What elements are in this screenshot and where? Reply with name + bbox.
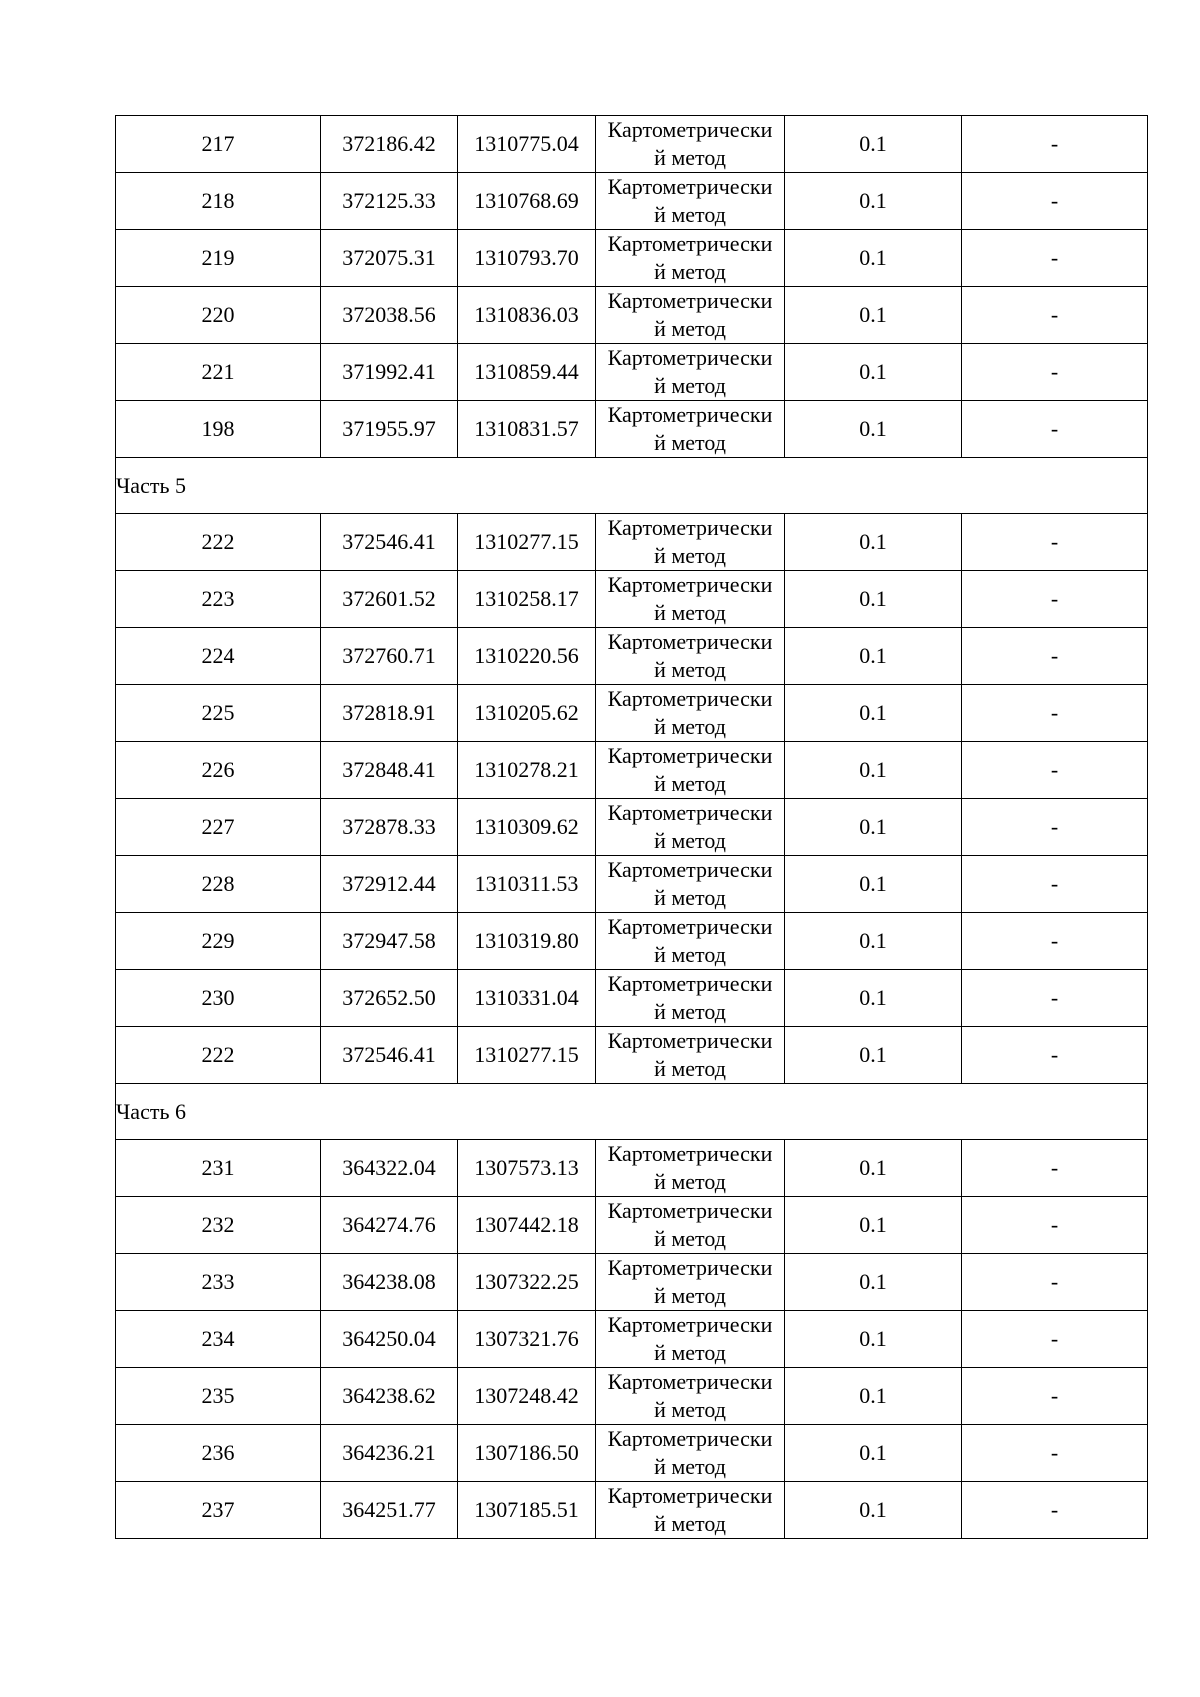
method-cell	[596, 970, 785, 1027]
method-text-line-2: й метод	[654, 543, 726, 568]
y-coordinate-cell: 1310793.70	[458, 230, 596, 287]
accuracy-cell: 0.1	[785, 344, 962, 401]
accuracy-cell: 0.1	[785, 116, 962, 173]
table-row	[116, 1197, 1148, 1254]
x-coordinate-cell: 372075.31	[321, 230, 458, 287]
point-number-cell: 227	[116, 799, 321, 856]
accuracy-cell: 0.1	[785, 799, 962, 856]
table-row	[116, 913, 1148, 970]
y-coordinate-cell: 1310220.56	[458, 628, 596, 685]
method-text-line-2: й метод	[654, 1056, 726, 1081]
x-coordinate-cell: 371992.41	[321, 344, 458, 401]
point-number-cell: 234	[116, 1311, 321, 1368]
note-cell: -	[962, 1368, 1148, 1425]
section-label: Часть 5	[116, 458, 1148, 514]
method-cell	[596, 287, 785, 344]
note-cell: -	[962, 514, 1148, 571]
accuracy-cell: 0.1	[785, 230, 962, 287]
x-coordinate-cell: 364322.04	[321, 1140, 458, 1197]
y-coordinate-cell: 1307248.42	[458, 1368, 596, 1425]
point-number-cell: 235	[116, 1368, 321, 1425]
point-number-cell: 198	[116, 401, 321, 458]
table-row	[116, 571, 1148, 628]
point-number-cell: 229	[116, 913, 321, 970]
note-cell: -	[962, 913, 1148, 970]
x-coordinate-cell: 372912.44	[321, 856, 458, 913]
method-text-line-2: й метод	[654, 1397, 726, 1422]
method-cell	[596, 1311, 785, 1368]
method-text-line-2: й метод	[654, 1511, 726, 1536]
method-cell	[596, 1254, 785, 1311]
table-row	[116, 1254, 1148, 1311]
method-text-line-1: Картометрически	[607, 1198, 773, 1223]
method-text-line-2: й метод	[654, 430, 726, 455]
method-text-line-2: й метод	[654, 600, 726, 625]
method-text-line-2: й метод	[654, 202, 726, 227]
table-row	[116, 1368, 1148, 1425]
method-cell	[596, 856, 785, 913]
point-number-cell: 217	[116, 116, 321, 173]
note-cell: -	[962, 230, 1148, 287]
method-text-line-1: Картометрически	[607, 117, 773, 142]
accuracy-cell: 0.1	[785, 1197, 962, 1254]
method-text-line-2: й метод	[654, 1454, 726, 1479]
accuracy-cell: 0.1	[785, 913, 962, 970]
section-label: Часть 6	[116, 1084, 1148, 1140]
method-cell	[596, 344, 785, 401]
method-text-line-1: Картометрически	[607, 1312, 773, 1337]
point-number-cell: 226	[116, 742, 321, 799]
x-coordinate-cell: 372601.52	[321, 571, 458, 628]
note-cell: -	[962, 1254, 1148, 1311]
accuracy-cell: 0.1	[785, 628, 962, 685]
method-cell	[596, 685, 785, 742]
note-cell: -	[962, 856, 1148, 913]
note-cell: -	[962, 173, 1148, 230]
y-coordinate-cell: 1307186.50	[458, 1425, 596, 1482]
table-row	[116, 1425, 1148, 1482]
accuracy-cell: 0.1	[785, 1482, 962, 1539]
method-text-line-1: Картометрически	[607, 1028, 773, 1053]
note-cell: -	[962, 401, 1148, 458]
point-number-cell: 221	[116, 344, 321, 401]
note-cell: -	[962, 287, 1148, 344]
table-row	[116, 856, 1148, 913]
y-coordinate-cell: 1310311.53	[458, 856, 596, 913]
y-coordinate-cell: 1307573.13	[458, 1140, 596, 1197]
x-coordinate-cell: 371955.97	[321, 401, 458, 458]
method-text-line-2: й метод	[654, 259, 726, 284]
note-cell: -	[962, 685, 1148, 742]
note-cell: -	[962, 970, 1148, 1027]
method-cell	[596, 1197, 785, 1254]
point-number-cell: 236	[116, 1425, 321, 1482]
method-text-line-1: Картометрически	[607, 345, 773, 370]
method-text-line-2: й метод	[654, 885, 726, 910]
y-coordinate-cell: 1310331.04	[458, 970, 596, 1027]
section-header-row	[116, 1084, 1148, 1140]
y-coordinate-cell: 1307322.25	[458, 1254, 596, 1311]
note-cell: -	[962, 1311, 1148, 1368]
coordinates-table-body	[116, 116, 1148, 1539]
point-number-cell: 231	[116, 1140, 321, 1197]
accuracy-cell: 0.1	[785, 1425, 962, 1482]
x-coordinate-cell: 364274.76	[321, 1197, 458, 1254]
x-coordinate-cell: 372546.41	[321, 514, 458, 571]
table-row	[116, 1482, 1148, 1539]
method-cell	[596, 514, 785, 571]
method-text-line-1: Картометрически	[607, 743, 773, 768]
point-number-cell: 225	[116, 685, 321, 742]
method-text-line-1: Картометрически	[607, 1141, 773, 1166]
accuracy-cell: 0.1	[785, 1368, 962, 1425]
method-cell	[596, 1027, 785, 1084]
method-text-line-2: й метод	[654, 1283, 726, 1308]
point-number-cell: 222	[116, 1027, 321, 1084]
method-cell	[596, 230, 785, 287]
x-coordinate-cell: 364251.77	[321, 1482, 458, 1539]
note-cell: -	[962, 344, 1148, 401]
point-number-cell: 223	[116, 571, 321, 628]
method-cell	[596, 1425, 785, 1482]
accuracy-cell: 0.1	[785, 742, 962, 799]
x-coordinate-cell: 372947.58	[321, 913, 458, 970]
point-number-cell: 237	[116, 1482, 321, 1539]
y-coordinate-cell: 1310258.17	[458, 571, 596, 628]
method-text-line-2: й метод	[654, 999, 726, 1024]
method-text-line-2: й метод	[654, 714, 726, 739]
table-row	[116, 1311, 1148, 1368]
x-coordinate-cell: 372125.33	[321, 173, 458, 230]
x-coordinate-cell: 364236.21	[321, 1425, 458, 1482]
x-coordinate-cell: 372546.41	[321, 1027, 458, 1084]
method-cell	[596, 1482, 785, 1539]
x-coordinate-cell: 372186.42	[321, 116, 458, 173]
point-number-cell: 232	[116, 1197, 321, 1254]
accuracy-cell: 0.1	[785, 287, 962, 344]
table-row	[116, 628, 1148, 685]
method-text-line-1: Картометрически	[607, 572, 773, 597]
method-text-line-1: Картометрически	[607, 515, 773, 540]
method-cell	[596, 1140, 785, 1197]
x-coordinate-cell: 372760.71	[321, 628, 458, 685]
note-cell: -	[962, 1425, 1148, 1482]
method-cell	[596, 628, 785, 685]
point-number-cell: 224	[116, 628, 321, 685]
method-text-line-2: й метод	[654, 942, 726, 967]
x-coordinate-cell: 364250.04	[321, 1311, 458, 1368]
accuracy-cell: 0.1	[785, 970, 962, 1027]
method-cell	[596, 913, 785, 970]
y-coordinate-cell: 1307442.18	[458, 1197, 596, 1254]
method-text-line-1: Картометрически	[607, 686, 773, 711]
accuracy-cell: 0.1	[785, 685, 962, 742]
y-coordinate-cell: 1310277.15	[458, 1027, 596, 1084]
method-text-line-1: Картометрически	[607, 1369, 773, 1394]
method-cell	[596, 799, 785, 856]
table-row	[116, 685, 1148, 742]
table-row	[116, 287, 1148, 344]
method-text-line-2: й метод	[654, 316, 726, 341]
x-coordinate-cell: 364238.08	[321, 1254, 458, 1311]
note-cell: -	[962, 799, 1148, 856]
method-cell	[596, 742, 785, 799]
method-text-line-1: Картометрически	[607, 629, 773, 654]
table-row	[116, 344, 1148, 401]
point-number-cell: 222	[116, 514, 321, 571]
note-cell: -	[962, 628, 1148, 685]
table-row	[116, 230, 1148, 287]
point-number-cell: 219	[116, 230, 321, 287]
table-row	[116, 1140, 1148, 1197]
table-row	[116, 970, 1148, 1027]
note-cell: -	[962, 742, 1148, 799]
point-number-cell: 228	[116, 856, 321, 913]
note-cell: -	[962, 1197, 1148, 1254]
accuracy-cell: 0.1	[785, 514, 962, 571]
point-number-cell: 233	[116, 1254, 321, 1311]
method-cell	[596, 401, 785, 458]
x-coordinate-cell: 372038.56	[321, 287, 458, 344]
method-text-line-2: й метод	[654, 1226, 726, 1251]
point-number-cell: 218	[116, 173, 321, 230]
y-coordinate-cell: 1310319.80	[458, 913, 596, 970]
y-coordinate-cell: 1310768.69	[458, 173, 596, 230]
table-row	[116, 1027, 1148, 1084]
method-text-line-2: й метод	[654, 657, 726, 682]
table-row	[116, 799, 1148, 856]
point-number-cell: 230	[116, 970, 321, 1027]
method-text-line-1: Картометрически	[607, 857, 773, 882]
method-text-line-2: й метод	[654, 1169, 726, 1194]
table-row	[116, 116, 1148, 173]
y-coordinate-cell: 1310775.04	[458, 116, 596, 173]
note-cell: -	[962, 1140, 1148, 1197]
method-cell	[596, 571, 785, 628]
method-text-line-1: Картометрически	[607, 1426, 773, 1451]
accuracy-cell: 0.1	[785, 1311, 962, 1368]
method-text-line-1: Картометрически	[607, 971, 773, 996]
y-coordinate-cell: 1310205.62	[458, 685, 596, 742]
method-text-line-1: Картометрически	[607, 231, 773, 256]
x-coordinate-cell: 372878.33	[321, 799, 458, 856]
method-text-line-1: Картометрически	[607, 914, 773, 939]
method-text-line-2: й метод	[654, 373, 726, 398]
method-text-line-1: Картометрически	[607, 800, 773, 825]
table-row	[116, 173, 1148, 230]
method-text-line-1: Картометрически	[607, 1255, 773, 1280]
accuracy-cell: 0.1	[785, 401, 962, 458]
table-row	[116, 742, 1148, 799]
note-cell: -	[962, 1482, 1148, 1539]
coordinates-table	[115, 115, 1148, 1539]
x-coordinate-cell: 372848.41	[321, 742, 458, 799]
method-cell	[596, 1368, 785, 1425]
accuracy-cell: 0.1	[785, 1140, 962, 1197]
table-row	[116, 514, 1148, 571]
point-number-cell: 220	[116, 287, 321, 344]
section-header-row	[116, 458, 1148, 514]
y-coordinate-cell: 1307321.76	[458, 1311, 596, 1368]
accuracy-cell: 0.1	[785, 1027, 962, 1084]
note-cell: -	[962, 571, 1148, 628]
note-cell: -	[962, 1027, 1148, 1084]
y-coordinate-cell: 1310278.21	[458, 742, 596, 799]
accuracy-cell: 0.1	[785, 173, 962, 230]
method-text-line-1: Картометрически	[607, 402, 773, 427]
method-text-line-1: Картометрически	[607, 288, 773, 313]
x-coordinate-cell: 372652.50	[321, 970, 458, 1027]
method-cell	[596, 173, 785, 230]
x-coordinate-cell: 364238.62	[321, 1368, 458, 1425]
method-text-line-2: й метод	[654, 828, 726, 853]
accuracy-cell: 0.1	[785, 1254, 962, 1311]
y-coordinate-cell: 1307185.51	[458, 1482, 596, 1539]
table-row	[116, 401, 1148, 458]
method-text-line-2: й метод	[654, 771, 726, 796]
accuracy-cell: 0.1	[785, 856, 962, 913]
method-text-line-1: Картометрически	[607, 1483, 773, 1508]
y-coordinate-cell: 1310309.62	[458, 799, 596, 856]
y-coordinate-cell: 1310859.44	[458, 344, 596, 401]
y-coordinate-cell: 1310831.57	[458, 401, 596, 458]
x-coordinate-cell: 372818.91	[321, 685, 458, 742]
method-text-line-2: й метод	[654, 1340, 726, 1365]
y-coordinate-cell: 1310277.15	[458, 514, 596, 571]
method-text-line-2: й метод	[654, 145, 726, 170]
y-coordinate-cell: 1310836.03	[458, 287, 596, 344]
note-cell: -	[962, 116, 1148, 173]
method-text-line-1: Картометрически	[607, 174, 773, 199]
accuracy-cell: 0.1	[785, 571, 962, 628]
method-cell	[596, 116, 785, 173]
